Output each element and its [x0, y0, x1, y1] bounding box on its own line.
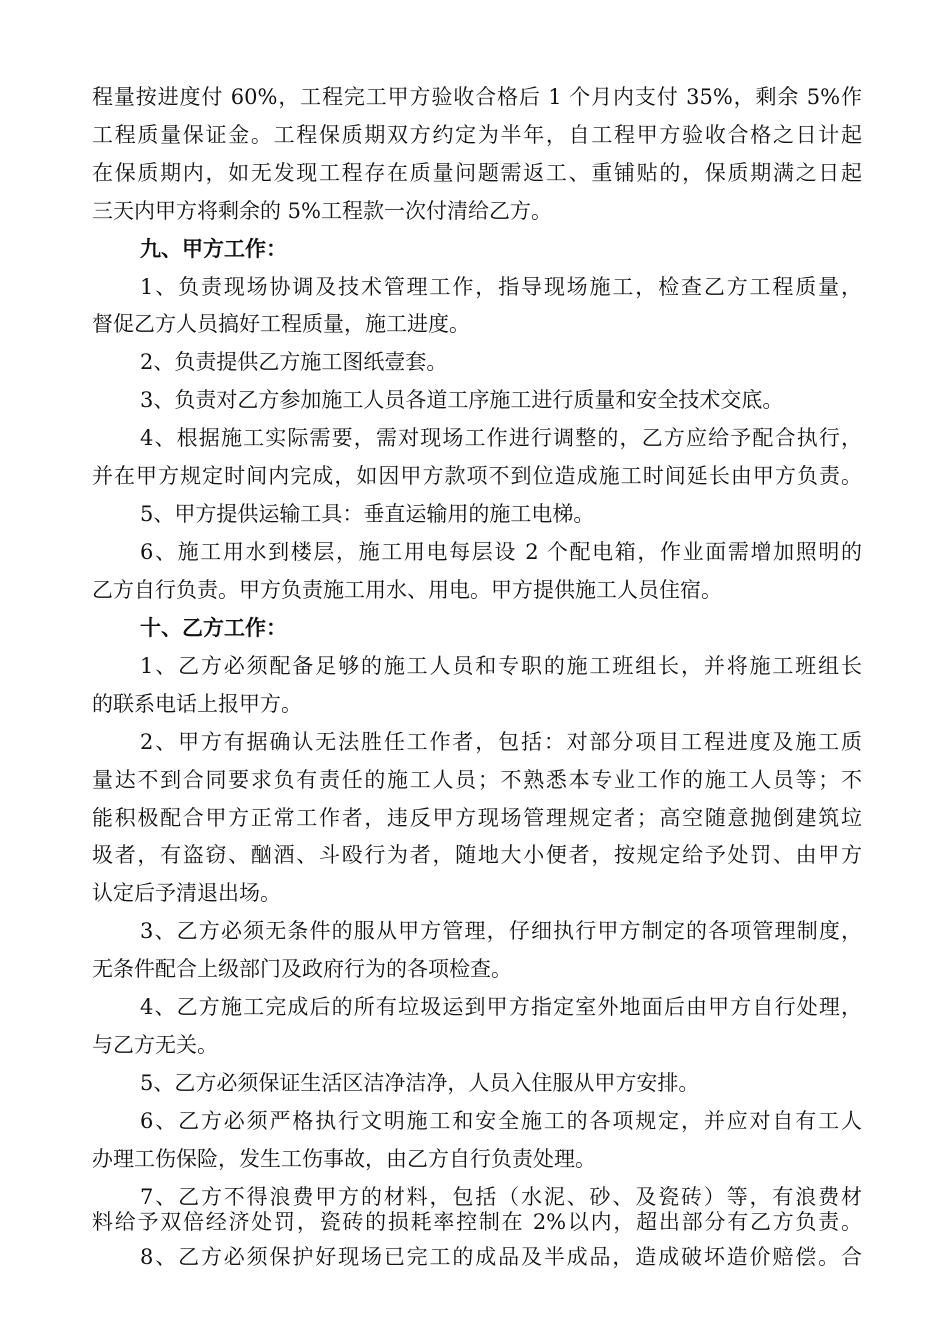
text-line: 与乙方无关。	[92, 1033, 218, 1057]
text-line: 3、负责对乙方参加施工人员各道工序施工进行质量和安全技术交底。	[140, 388, 784, 412]
text-line: 能积极配合甲方正常工作者，违反甲方现场管理规定者；高空随意抛倒建筑垃	[92, 806, 862, 830]
text-line: 5、甲方提供运输工具：垂直运输用的施工电梯。	[140, 502, 595, 526]
text-line: 三天内甲方将剩余的 5%工程款一次付清给乙方。	[92, 199, 552, 223]
section-heading: 九、甲方工作：	[140, 236, 287, 261]
text-line: 认定后予清退出场。	[92, 881, 281, 905]
text-line: 工程质量保证金。工程保质期双方约定为半年，自工程甲方验收合格之日计起	[92, 123, 862, 147]
text-line: 圾者，有盗窃、酗酒、斗殴行为者，随地大小便者，按规定给予处罚、由甲方	[92, 843, 862, 867]
text-line: 的联系电话上报甲方。	[92, 692, 302, 716]
text-line: 2、负责提供乙方施工图纸壹套。	[140, 350, 448, 374]
text-line: 料给予双倍经济处罚，瓷砖的损耗率控制在 2%以内，超出部分有乙方负责。	[92, 1210, 862, 1234]
text-line: 7、乙方不得浪费甲方的材料，包括（水泥、砂、及瓷砖）等，有浪费材	[140, 1185, 862, 1209]
text-line: 在保质期内，如无发现工程存在质量问题需返工、重铺贴的，保质期满之日起	[92, 161, 862, 185]
text-line: 办理工伤保险，发生工伤事故，由乙方自行负责处理。	[92, 1147, 596, 1171]
text-line: 督促乙方人员搞好工程质量，施工进度。	[92, 312, 470, 336]
section-heading: 十、乙方工作：	[140, 615, 287, 640]
text-line: 6、施工用水到楼层，施工用电每层设 2 个配电箱，作业面需增加照明的	[140, 540, 862, 564]
text-line: 2、甲方有据确认无法胜任工作者，包括：对部分项目工程进度及施工质	[140, 730, 862, 754]
text-line: 8、乙方必须保护好现场已完工的成品及半成品，造成破坏造价赔偿。合	[140, 1245, 862, 1269]
text-line: 量达不到合同要求负有责任的施工人员；不熟悉本专业工作的施工人员等；不	[92, 768, 862, 792]
text-line: 程量按进度付 60%，工程完工甲方验收合格后 1 个月内支付 35%，剩余 5%作	[92, 85, 862, 109]
text-line: 5、乙方必须保证生活区洁净洁净，人员入住服从甲方安排。	[140, 1071, 700, 1095]
text-line: 6、乙方必须严格执行文明施工和安全施工的各项规定，并应对自有工人	[140, 1109, 862, 1133]
text-line: 4、根据施工实际需要，需对现场工作进行调整的，乙方应给予配合执行，	[140, 426, 862, 450]
text-line: 3、乙方必须无条件的服从甲方管理，仔细执行甲方制定的各项管理制度，	[140, 919, 862, 943]
text-line: 1、负责现场协调及技术管理工作，指导现场施工，检查乙方工程质量，	[140, 275, 862, 299]
text-line: 1、乙方必须配备足够的施工人员和专职的施工班组长，并将施工班组长	[140, 654, 862, 678]
text-line: 并在甲方规定时间内完成，如因甲方款项不到位造成施工时间延长由甲方负责。	[92, 464, 862, 488]
text-line: 4、乙方施工完成后的所有垃圾运到甲方指定室外地面后由甲方自行处理，	[140, 995, 862, 1019]
text-line: 无条件配合上级部门及政府行为的各项检查。	[92, 957, 512, 981]
text-line: 乙方自行负责。甲方负责施工用水、用电。甲方提供施工人员住宿。	[92, 578, 722, 602]
